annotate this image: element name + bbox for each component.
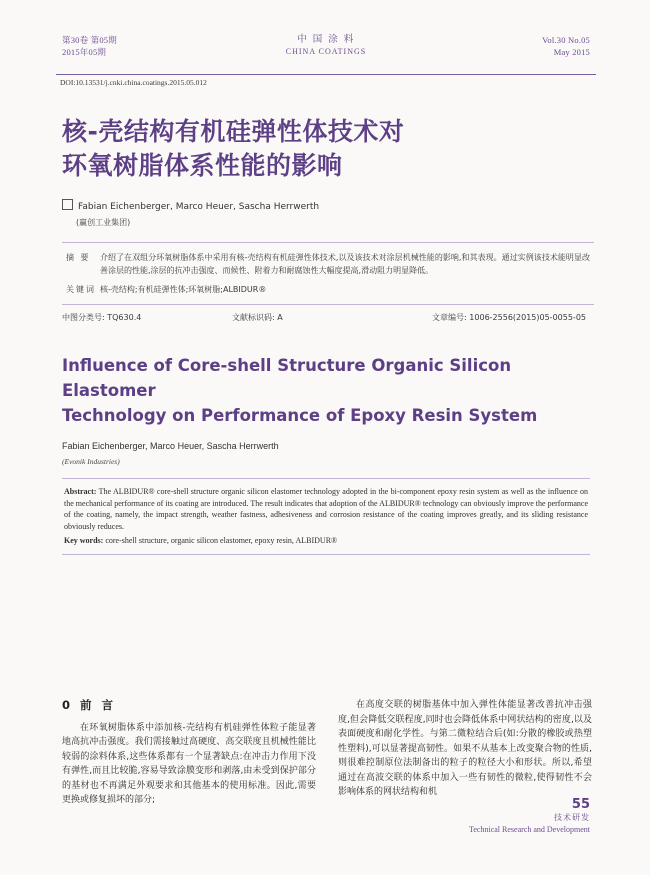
page-header <box>56 30 596 72</box>
affiliation-cn: (赢创工业集团) <box>76 218 131 227</box>
page-footer <box>469 797 590 836</box>
issue-date-en: May 2015 <box>553 47 590 57</box>
journal-name-en: CHINA COATINGS <box>285 47 367 56</box>
keywords-cn-row <box>66 283 590 296</box>
clc-value: TQ630.4 <box>107 313 142 322</box>
keywords-en-text: core-shell structure, organic silicon elastomer, epoxy resin, ALBIDUR® <box>105 536 338 545</box>
journal-name-cn: 中 国 涂 料 <box>297 34 355 45</box>
body-column-left <box>62 698 316 808</box>
article-id-label: 文章编号: <box>432 313 467 322</box>
classification-row <box>62 312 586 323</box>
abstract-en-block <box>62 478 590 555</box>
issue-date-cn: 2015年05期 <box>62 47 107 57</box>
title-en-line1: Influence of Core-shell Structure Organic Silicon Elastomer <box>62 356 512 400</box>
authors-cn: Fabian Eichenberger, Marco Heuer, Sascha Herrwerth <box>78 202 320 212</box>
body-columns <box>62 698 592 808</box>
volume-issue-cn: 第30卷 第05期 <box>62 35 117 45</box>
title-en <box>56 353 592 428</box>
title-cn-line2: 环氧树脂体系性能的影响 <box>62 151 343 180</box>
footer-section-cn: 技术研发 <box>554 813 590 822</box>
title-cn-line1: 核-壳结构有机硅弹性体技术对 <box>62 117 405 146</box>
clc-label: 中图分类号: <box>62 313 105 322</box>
header-divider <box>56 74 596 75</box>
abstract-cn-text: 介绍了在双组分环氧树脂体系中采用有核-壳结构有机硅弹性体技术,以及该技术对涂层机械性能的影响,和其表现。通过实例该技术能明显改善涂层的性能,涂层的抗冲击强度、而候性、附着力和耐腐蚀性大幅度提高,滑动阻力明显降低。 <box>100 253 590 275</box>
body-column-right <box>338 698 592 808</box>
abstract-cn-label: 摘 要 <box>66 253 91 262</box>
doc-code-label: 文献标识码: <box>232 313 275 322</box>
page-number: 55 <box>571 797 590 812</box>
section-heading <box>62 698 316 713</box>
section-title: 前 言 <box>80 698 117 712</box>
title-en-line2: Technology on Performance of Epoxy Resin System <box>62 406 538 425</box>
doc-code-value: A <box>277 313 283 322</box>
body-paragraph-right: 在高度交联的树脂基体中加入弹性体能显著改善抗冲击强度,但会降低交联程度,同时也会降低体系中网状结构的密度,以及表面硬度和耐化学性。与第二微粒结合后(如:分散的橡胶或热塑性塑料),可以显著提高韧性。如果不从基本上改变聚合物的性质,则很难控制原位法制备出的粒子的粒径大小和形状。所以,希望通过在高波交联的体系中加入一些有韧性的微粒,使得韧性不会影响体系的网状结构和机 <box>338 700 592 797</box>
keywords-en-label: Key words: <box>64 536 104 545</box>
abstract-en-label: Abstract: <box>64 487 97 496</box>
clc-number <box>62 312 232 323</box>
author-mark-icon <box>62 199 73 210</box>
footer-section-en: Technical Research and Development <box>469 825 590 834</box>
affiliation-en: (Evonik Industries) <box>62 457 120 466</box>
title-cn <box>56 115 596 183</box>
authors-cn-row <box>56 199 596 212</box>
document-code <box>232 312 392 323</box>
section-number: 0 <box>62 698 74 712</box>
page-content <box>56 30 596 840</box>
doi-line: DOI:10.13531/j.cnki.china.coatings.2015.05.012 <box>60 78 207 87</box>
authors-en: Fabian Eichenberger, Marco Heuer, Sascha Herrwerth <box>62 441 279 451</box>
article-id <box>392 312 586 323</box>
keywords-cn-label: 关键词 <box>66 285 96 294</box>
keywords-en-row <box>64 535 588 547</box>
volume-issue-en: Vol.30 No.05 <box>542 35 590 45</box>
abstract-en-text: The ALBIDUR® core-shell structure organic silicon elastomer technology adopted in the bi-component epoxy resin system as well as the influence on the mechanical performance of its coating are introduced. The result indicates that adoption of the ALBIDUR® technology can obviously improve the performance of the coating, namely, the impact strength, weather fastness, adhesiveness and corrosion resistance of the coating improves greatly, and its sliding resistance obviously reduces. <box>64 487 588 531</box>
header-right <box>542 34 590 58</box>
body-paragraph-left: 在环氧树脂体系中添加核-壳结构有机硅弹性体粒子能显著地高抗冲击强度。我们需接触过高硬度、高交联度且机械性能比较弱的涂料体系,这些体系都有一个显著缺点:在冲击力作用下没有弹性,而且比较脆,容易导致涂膜变形和剥落,由未受到保护部分的基材也不再满足外观要求和其他基本的使用标准。因此,需要更换或修复损坏的部分; <box>62 722 316 805</box>
abstract-cn-block <box>62 242 594 305</box>
abstract-cn-row <box>66 251 590 277</box>
article-id-value: 1006-2556(2015)05-0055-05 <box>469 313 586 322</box>
keywords-cn-text: 核-壳结构;有机硅弹性体;环氧树脂;ALBIDUR® <box>100 285 267 294</box>
header-center <box>56 34 596 58</box>
